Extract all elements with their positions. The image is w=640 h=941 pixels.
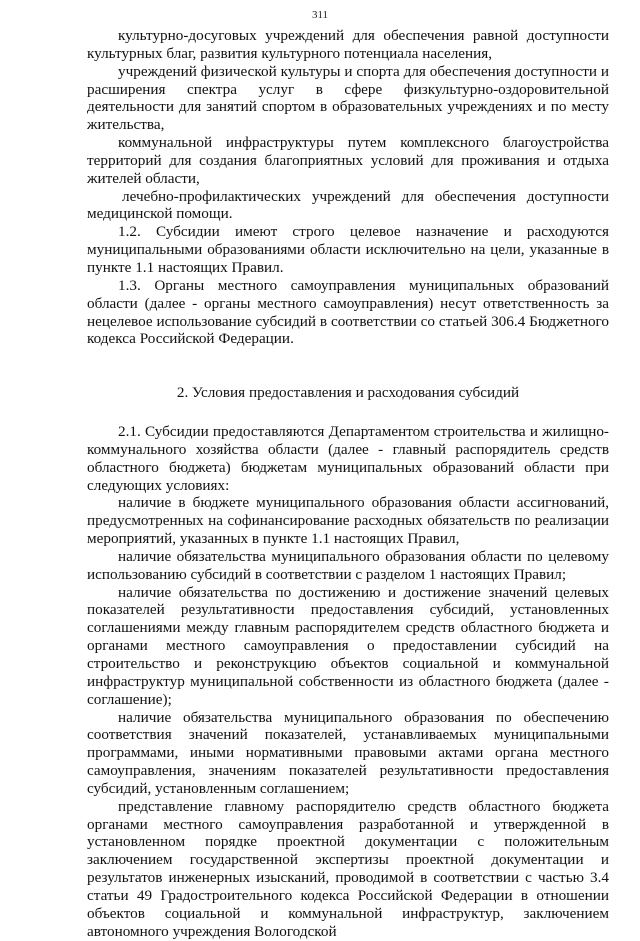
paragraph: наличие в бюджете муниципального образования области ассигнований, предусмотренных на софинансирование расходных обязательств по реализации мероприятий, указанных в пункте 1.1 настоящих Правил, [87,494,609,548]
paragraph: коммунальной инфраструктуры путем комплексного благоустройства территорий для создания благоприятных условий для проживания и отдыха жителей области, [87,134,609,187]
paragraph: наличие обязательства по достижению и достижение значений целевых показателей результативности предоставления субсидий, установленных соглашениями между главным распорядителем средств областного бюджета и органами местного самоуправления о предоставлении субсидий на строительство и реконструкцию объектов социальной и коммунальной инфраструктур муниципальной собственности из областного бюджета (далее - соглашение); [87,583,609,708]
document-body [87,27,609,941]
paragraph: 1.3. Органы местного самоуправления муниципальных образований области (далее - органы местного самоуправления) несут ответственность за нецелевое использование субсидий в соответствии со статьей 306.4 Бюджетного кодекса Российской Федерации. [87,276,609,348]
paragraph: учреждений физической культуры и спорта для обеспечения доступности и расширения спектра услуг в сфере физкультурно-оздоровительной деятельности для занятий спортом в образовательных учреждениях и по месту жительства, [87,62,609,134]
paragraph: лечебно-профилактических учреждений для обеспечения доступности медицинской помощи. [87,187,609,223]
paragraph: культурно-досуговых учреждений для обеспечения равной доступности культурных благ, развития культурного потенциала населения, [87,27,609,62]
section-heading: 2. Условия предоставления и расходования субсидий [176,384,520,402]
paragraph: наличие обязательства муниципального образования области по целевому использованию субсидий в соответствии с разделом 1 настоящих Правил; [87,547,609,583]
page-number: 311 [311,9,329,21]
paragraph: представление главному распорядителю средств областного бюджета органами местного самоуправления разработанной и утвержденной в установленном порядке проектной документации с положительным заключением государственной экспертизы проектной документации и результатов инженерных изысканий, проводимой в соответствии с частью 3.4 статьи 49 Градостроительного кодекса Российской Федерации в отношении объектов социальной и коммунальной инфраструктур, заключением автономного учреждения Вологодской [87,797,609,940]
paragraph: наличие обязательства муниципального образования по обеспечению соответствия значений показателей, устанавливаемых муниципальными программами, иными нормативными правовыми актами органа местного самоуправления, значениям показателей результативности предоставления субсидий, установленным соглашением; [87,708,609,797]
paragraph: 2.1. Субсидии предоставляются Департаментом строительства и жилищно-коммунального хозяйства области (далее - главный распорядитель средств областного бюджета) бюджетам муниципальных образований области при следующих условиях: [87,423,609,494]
paragraph: 1.2. Субсидии имеют строго целевое назначение и расходуются муниципальными образованиями области исключительно на цели, указанные в пункте 1.1 настоящих Правил. [87,223,609,276]
